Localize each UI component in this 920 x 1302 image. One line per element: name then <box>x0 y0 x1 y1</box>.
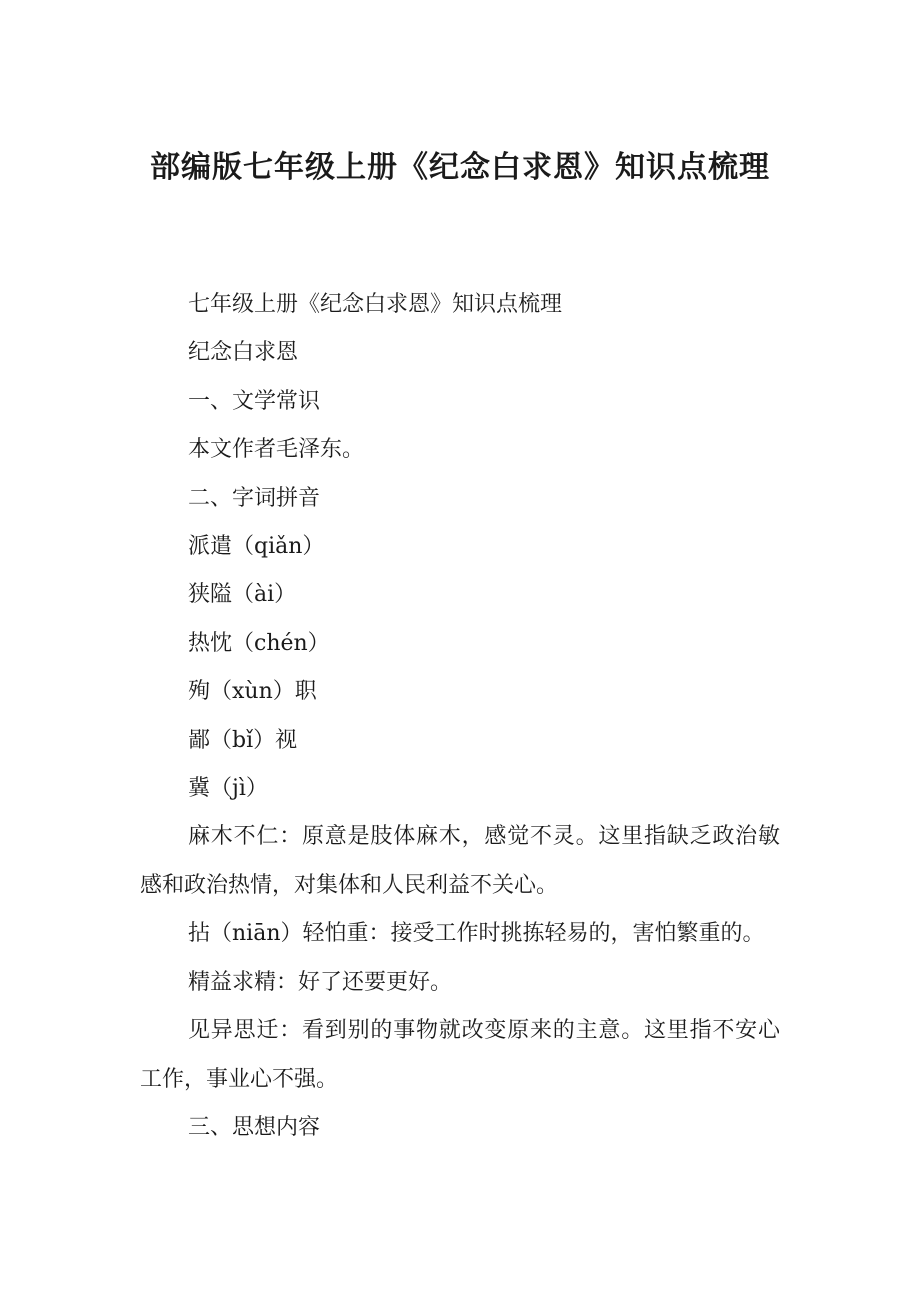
section-heading-literary-knowledge: 一、文学常识 <box>188 388 321 414</box>
idiom-definition: 拈（niān）轻怕重：接受工作时挑拣轻易的，害怕繁重的。 <box>188 921 765 947</box>
idiom-definition: 麻木不仁：原意是肢体麻木，感觉不灵。这里指缺乏政治敏感和政治热情，对集体和人民利益不关心。 <box>140 824 780 898</box>
idiom-definition: 精益求精：好了还要更好。 <box>188 969 453 995</box>
document-title: 部编版七年级上册《纪念白求恩》知识点梳理 <box>150 150 770 185</box>
pinyin-item: 鄙（bǐ）视 <box>188 727 298 753</box>
pinyin-item: 殉（xùn）职 <box>188 679 317 705</box>
section-heading-pinyin: 二、字词拼音 <box>188 485 321 511</box>
paragraph-subtitle: 七年级上册《纪念白求恩》知识点梳理 <box>188 292 563 317</box>
pinyin-item: 冀（jì） <box>188 776 268 802</box>
pinyin-item: 热忱（chén） <box>188 630 330 656</box>
paragraph-author: 本文作者毛泽东。 <box>188 437 365 463</box>
document-body <box>140 281 780 1152</box>
pinyin-item: 狭隘（ài） <box>188 582 297 608</box>
paragraph-article-name: 纪念白求恩 <box>188 340 299 366</box>
idiom-definition: 见异思迁：看到别的事物就改变原来的主意。这里指不安心工作，事业心不强。 <box>140 1018 780 1092</box>
pinyin-item: 派遣（qiǎn） <box>188 534 325 560</box>
section-heading-thought-content: 三、思想内容 <box>188 1114 321 1140</box>
